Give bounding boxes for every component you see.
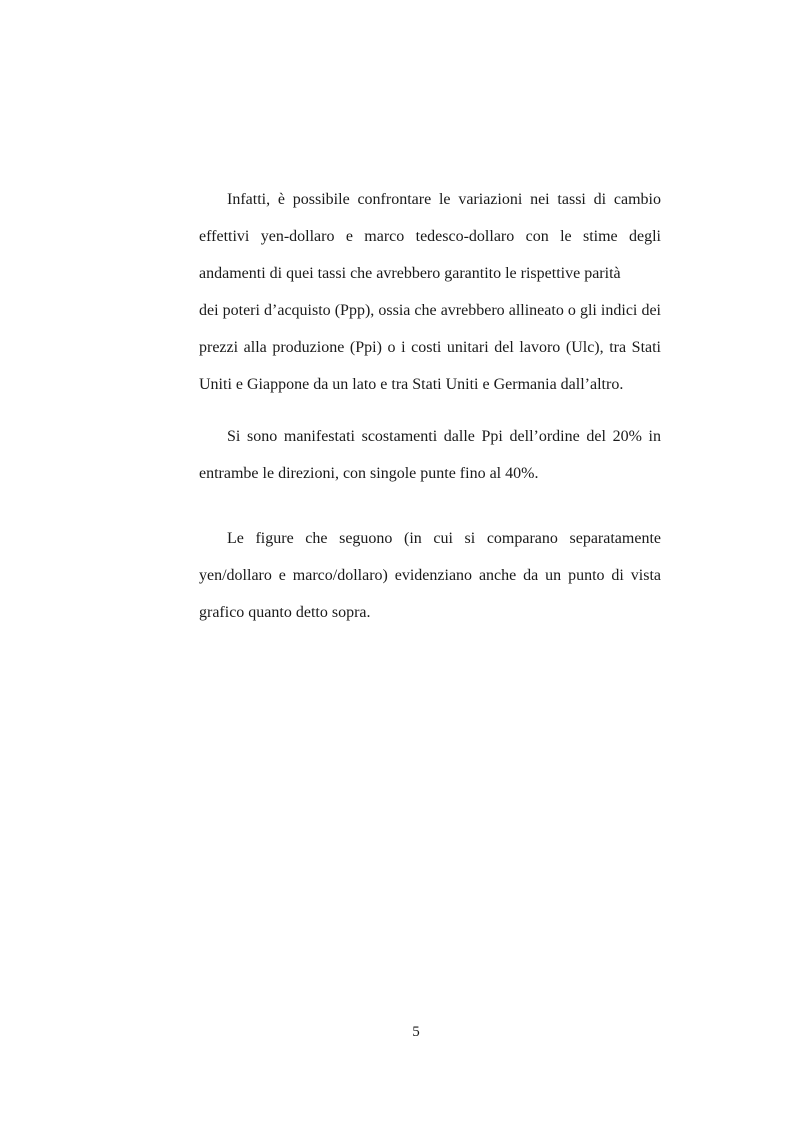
page-number: 5 <box>412 1024 420 1040</box>
paragraph-3 <box>199 520 661 631</box>
text-line: dei poteri d’acquisto (Ppp), ossia che avrebbero allineato o gli indici dei <box>199 302 661 319</box>
text-line: prezzi alla produzione (Ppi) o i costi unitari del lavoro (Ulc), tra Stati <box>199 339 661 356</box>
text-line: grafico quanto detto sopra. <box>199 604 371 621</box>
text-line: Si sono manifestati scostamenti dalle Ppi dell’ordine del 20% in <box>227 428 661 445</box>
text-line: Uniti e Giappone da un lato e tra Stati Uniti e Germania dall’altro. <box>199 376 624 393</box>
text-line: Le figure che seguono (in cui si comparano separatamente <box>227 530 661 547</box>
text-line: effettivi yen-dollaro e marco tedesco-dollaro con le stime degli <box>199 228 661 245</box>
text-line: yen/dollaro e marco/dollaro) evidenziano anche da un punto di vista <box>199 567 661 584</box>
paragraph-2 <box>199 418 661 492</box>
text-line: entrambe le direzioni, con singole punte fino al 40%. <box>199 465 539 482</box>
text-line: Infatti, è possibile confrontare le variazioni nei tassi di cambio <box>227 191 661 208</box>
text-line: andamenti di quei tassi che avrebbero garantito le rispettive parità <box>199 265 621 282</box>
paragraph-1 <box>199 181 661 403</box>
